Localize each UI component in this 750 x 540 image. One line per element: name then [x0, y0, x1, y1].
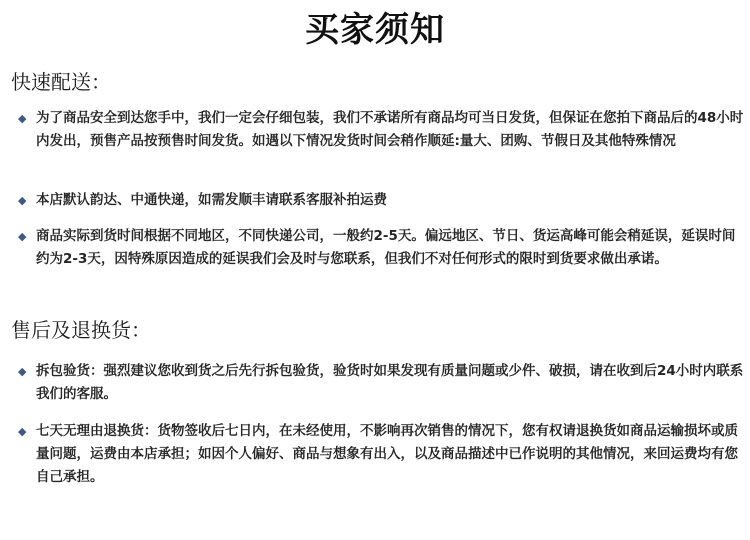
- page-title: 买家须知: [305, 10, 445, 50]
- diamond-bullet-icon: ◆: [18, 365, 27, 378]
- list-item-text: 拆包验货：强烈建议您收到货之后先行拆包验货，验货时如果发现有质量问题或少件、破损，请在收到后24小时内联系我们的客服。: [36, 363, 744, 402]
- diamond-bullet-icon: ◆: [18, 194, 27, 207]
- diamond-bullet-icon: ◆: [18, 425, 27, 438]
- diamond-bullet-icon: ◆: [18, 112, 27, 125]
- list-item-text: 七天无理由退换货：货物签收后七日内，在未经使用，不影响再次销售的情况下，您有权请退换货如商品运输损坏或质量问题，运费由本店承担；如因个人偏好、商品与想象有出入，以及商品描述中已作说明的其他情况，来回运费均有您自己承担。: [36, 423, 738, 485]
- diamond-bullet-icon: ◆: [18, 230, 27, 243]
- list-item-text: 为了商品安全到达您手中，我们一定会仔细包装，我们不承诺所有商品均可当日发货，但保证在您拍下商品后的48小时内发出，预售产品按预售时间发货。如遇以下情况发货时间会稍作顺延:量大、团购、节假日及其他特殊情况: [36, 110, 744, 149]
- list-item-text: 本店默认韵达、中通快递，如需发顺丰请联系客服补拍运费: [36, 192, 387, 208]
- list-item-text: 商品实际到货时间根据不同地区，不同快递公司，一般约2-5天。偏远地区、节日、货运高峰可能会稍延误，延误时间约为2-3天，因特殊原因造成的延误我们会及时与您联系，但我们不对任何形式的限时到货要求做出承诺。: [36, 228, 736, 267]
- section-heading-fast-delivery: 快速配送：: [11, 70, 111, 94]
- section-heading-after-sales: 售后及退换货：: [11, 318, 151, 342]
